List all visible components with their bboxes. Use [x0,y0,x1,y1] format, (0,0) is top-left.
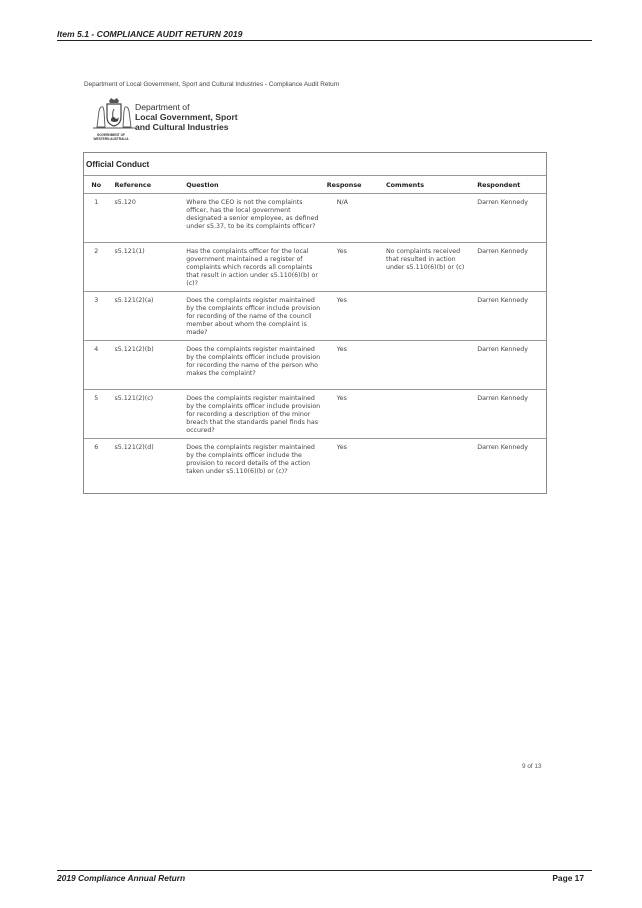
table-row [84,194,546,243]
table-header-row [84,176,546,194]
table-row [84,243,546,292]
cell-no: 4 [84,341,109,390]
cell-comments [384,341,475,390]
table-row [84,292,546,341]
table-row [84,390,546,439]
page-count: 9 of 13 [522,763,542,770]
column-header-question: Question [184,176,325,194]
cell-respondent: Darren Kennedy [475,194,546,243]
department-logo [86,97,142,143]
footer-page-number: Page 17 [552,873,584,883]
cell-comments [384,292,475,341]
department-name: Department of Local Government, Sport and Cultural Industries [135,102,238,132]
form-subtitle: Department of Local Government, Sport and Cultural Industries - Compliance Audit Return [84,81,340,88]
cell-no: 5 [84,390,109,439]
audit-table [84,176,546,487]
cell-response: Yes [325,292,384,341]
cell-respondent: Darren Kennedy [475,390,546,439]
government-of-wa-text: GOVERNMENT OF WESTERN AUSTRALIA [93,133,129,141]
cell-response: N/A [325,194,384,243]
wa-government-crest-icon [91,97,137,133]
column-header-reference: Reference [109,176,185,194]
cell-respondent: Darren Kennedy [475,292,546,341]
official-conduct-section [83,152,547,494]
footer-title: 2019 Compliance Annual Return [57,873,186,883]
cell-no: 2 [84,243,109,292]
cell-question: Where the CEO is not the complaints officer, has the local government designated a senior employee, as defined under s5.37, to be its complaints officer? [184,194,325,243]
cell-reference: s5.121(2)(b) [109,341,185,390]
cell-no: 3 [84,292,109,341]
table-row [84,341,546,390]
cell-no: 1 [84,194,109,243]
cell-question: Has the complaints officer for the local government maintained a register of complaints which records all complaints that result in action under s5.110(6)(b) or (c)? [184,243,325,292]
cell-comments [384,439,475,488]
column-header-response: Response [325,176,384,194]
cell-comments: No complaints received that resulted in action under s5.110(6)(b) or (c) [384,243,475,292]
section-title: Official Conduct [86,160,150,169]
cell-question: Does the complaints register maintained by the complaints officer include provision for recording the name of the person who makes the complaint? [184,341,325,390]
document-footer [57,870,592,883]
cell-comments [384,390,475,439]
cell-reference: s5.121(2)(c) [109,390,185,439]
cell-comments [384,194,475,243]
cell-response: Yes [325,390,384,439]
cell-respondent: Darren Kennedy [475,341,546,390]
cell-respondent: Darren Kennedy [477,444,528,451]
column-header-comments: Comments [384,176,475,194]
column-header-respondent: Respondent [475,176,546,194]
cell-response: Yes [336,444,347,451]
cell-question: Does the complaints register maintained by the complaints officer include provision for recording a description of the minor breach that the standards panel finds has occured? [184,390,325,439]
cell-no: 6 [94,444,99,451]
cell-question: Does the complaints register maintained by the complaints officer include provision for recording of the name of the council member about whom the complaint is made? [184,292,325,341]
cell-reference: s5.120 [109,194,185,243]
document-header: Item 5.1 - COMPLIANCE AUDIT RETURN 2019 [57,29,592,41]
column-header-no: No [84,176,109,194]
cell-question: Does the complaints register maintained by the complaints officer include the provision to record details of the action taken under s5.110(6)(b) or (c)? [186,444,315,475]
cell-response: Yes [325,243,384,292]
table-row [84,439,546,488]
cell-respondent: Darren Kennedy [475,243,546,292]
cell-response: Yes [325,341,384,390]
cell-reference: s5.121(2)(d) [114,444,154,451]
cell-reference: s5.121(2)(a) [109,292,185,341]
cell-reference: s5.121(1) [109,243,185,292]
